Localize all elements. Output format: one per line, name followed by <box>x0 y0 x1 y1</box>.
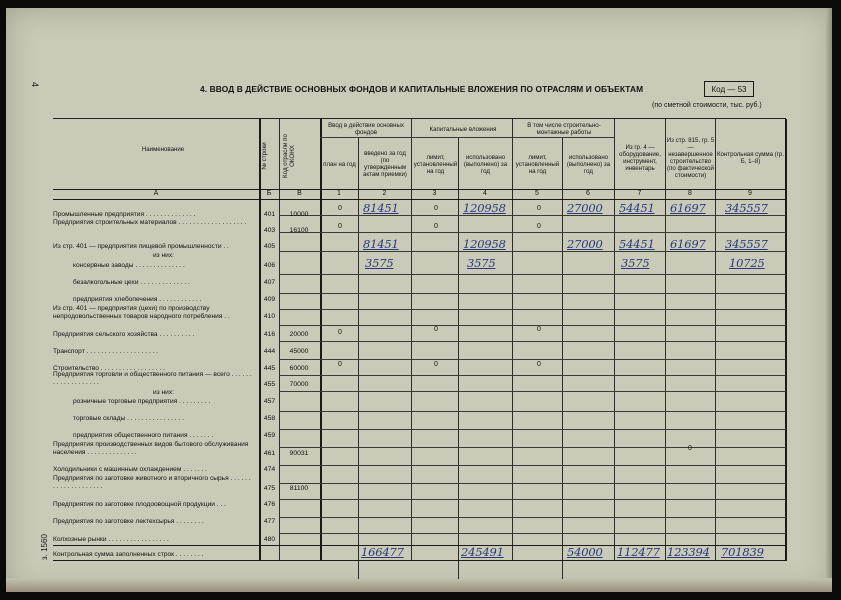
hw-value: 27000 <box>567 201 603 215</box>
colnum-2: 2 <box>382 190 387 197</box>
printed-zero: 0 <box>537 361 541 368</box>
row-line <box>279 517 786 518</box>
header-divider <box>320 137 615 138</box>
colnum-3: 3 <box>432 190 437 197</box>
hw-value: 54451 <box>619 237 655 251</box>
page-edge <box>826 8 832 592</box>
row-label: Предприятия торговли и общественного питания — всего . . . . . . . . . . . . . . . . . . . <box>53 371 252 386</box>
side-code: з. 1560 <box>40 534 49 560</box>
header-used-smr: использовано (выполнено) за год <box>566 153 611 175</box>
header-group-cap: Капитальные вложения <box>429 125 497 133</box>
row-code: 445 <box>263 365 276 372</box>
row-line <box>279 232 786 233</box>
row-label: Из стр. 401 — предприятия (цехи) по производству непродовольственных товаров народного потребления . . <box>53 305 230 320</box>
hw-value: 701839 <box>721 545 764 559</box>
hw-value: 345557 <box>725 201 768 215</box>
hw-value: 3575 <box>365 256 394 270</box>
header-limit-cap: лимит, установленный на год <box>413 153 458 175</box>
hw-value: 345557 <box>725 237 768 251</box>
printed-zero: 0 <box>537 326 541 333</box>
hw-value: 10725 <box>729 256 765 270</box>
col-line <box>259 119 261 561</box>
hw-value: 61697 <box>670 201 706 215</box>
form-code-box: Код — 53 <box>704 81 754 97</box>
hw-value: 120958 <box>463 237 506 251</box>
hw-value: 112477 <box>617 545 660 559</box>
printed-zero: 0 <box>434 223 438 230</box>
okonh-code: 60000 <box>289 365 309 372</box>
row-line <box>279 309 786 310</box>
row-label: Предприятия по заготовке плодоовощной продукции . . . <box>53 501 226 508</box>
header-group-vvod: Ввод в действие основных фондов <box>328 122 404 136</box>
row-code: 444 <box>263 348 276 355</box>
units-note: (по сметной стоимости, тыс. руб.) <box>652 102 762 109</box>
hw-value: 3575 <box>467 256 496 270</box>
header-used-cap: использовано (выполнено) за год <box>463 153 508 175</box>
page-fold <box>6 578 832 592</box>
row-code: 410 <box>263 313 276 320</box>
header-limit-smr: лимит, установленный на год <box>515 153 560 175</box>
row-code: 405 <box>263 243 276 250</box>
row-line <box>279 341 786 342</box>
okonh-code: 20000 <box>289 331 309 338</box>
row-code: 474 <box>263 466 276 473</box>
row-line <box>279 293 786 294</box>
colnum-4: 4 <box>483 190 487 197</box>
hw-value: 3575 <box>621 256 650 270</box>
colnum-7: 7 <box>637 190 642 197</box>
table-bottom-line <box>53 560 786 561</box>
hw-value: 81451 <box>363 237 399 251</box>
printed-zero: 0 <box>338 223 342 230</box>
row-label: предприятия хлебопечения . . . . . . . . . . . . <box>73 296 202 303</box>
row-code: 457 <box>263 398 276 405</box>
colnum-bottom-line <box>53 199 786 200</box>
row-label: консервные заводы . . . . . . . . . . . . . . <box>73 262 185 269</box>
row-code: 475 <box>263 485 276 492</box>
printed-zero: 0 <box>434 361 438 368</box>
okonh-code: 70000 <box>289 381 309 388</box>
hw-value: 81451 <box>363 201 399 215</box>
row-line <box>279 411 786 412</box>
okonh-code: 45000 <box>289 348 309 355</box>
row-label: из них: <box>153 389 174 396</box>
header-control-sum: Контрольная сумма (гр. Б, 1–8) <box>716 151 785 165</box>
colnum-8: 8 <box>688 190 692 197</box>
printed-zero: 0 <box>338 205 342 212</box>
colnum-1: 1 <box>337 190 341 197</box>
row-code: 458 <box>263 415 276 422</box>
row-code: 461 <box>263 450 276 457</box>
row-line <box>279 533 786 534</box>
row-label: торговые склады . . . . . . . . . . . . . . . . <box>73 415 184 422</box>
row-label: из них: <box>153 252 174 259</box>
col-line <box>279 119 280 561</box>
colnum-9: 9 <box>748 190 752 197</box>
hw-value: 54451 <box>619 201 655 215</box>
row-label: предприятия общественного питания . . . . . . . <box>73 432 214 439</box>
row-code: 455 <box>263 381 276 388</box>
hw-value: 27000 <box>567 237 603 251</box>
row-label: Из стр. 401 — предприятия пищевой промышленности . . <box>53 243 229 250</box>
row-label: Транспорт . . . . . . . . . . . . . . . . . . . . <box>53 348 158 355</box>
row-line <box>279 499 786 500</box>
colnum-5: 5 <box>535 190 539 197</box>
printed-zero: 0 <box>434 205 438 212</box>
hw-value: 245491 <box>461 545 504 559</box>
colnum-6: 6 <box>586 190 590 197</box>
form-title: 4. ВВОД В ДЕЙСТВИЕ ОСНОВНЫХ ФОНДОВ И КАПИТАЛЬНЫЕ ВЛОЖЕНИЯ ПО ОТРАСЛЯМ И ОБЪЕКТАМ <box>200 84 644 94</box>
header-plan-year: план на год <box>323 160 356 168</box>
hw-value: 54000 <box>567 545 603 559</box>
row-label: Предприятия строительных материалов . . . . . . . . . . . . . . . . . . . <box>53 219 247 226</box>
col-line <box>785 119 787 561</box>
row-label: Контрольная сумма заполненных строк . . . . . . . . <box>53 551 204 558</box>
col-line <box>458 137 459 579</box>
row-line <box>279 251 786 252</box>
row-code: 401 <box>263 211 276 218</box>
header-okonh: Код отрасли по ОКОНХ <box>282 134 296 178</box>
row-label: Предприятия по заготовке лектехсырья . . . . . . . . <box>53 518 204 525</box>
row-line <box>279 375 786 376</box>
page-number: 4 <box>30 82 40 88</box>
row-line <box>279 359 786 360</box>
row-label: Предприятия сельского хозяйства . . . . . . . . . . <box>53 331 195 338</box>
col-line <box>562 137 563 579</box>
hw-value: 123394 <box>667 545 710 559</box>
row-line <box>279 465 786 466</box>
printed-zero: 0 <box>338 329 342 336</box>
okonh-code: 16100 <box>289 227 309 234</box>
hw-value: 166477 <box>361 545 404 559</box>
printed-zero: 0 <box>434 326 438 333</box>
header-name: Наименование <box>141 145 185 153</box>
row-code: 459 <box>263 432 276 439</box>
colnum-b: Б <box>266 190 272 197</box>
row-line <box>279 429 786 430</box>
row-label: Промышленные предприятия . . . . . . . . . . . . . . <box>53 211 196 218</box>
col-line <box>411 119 412 561</box>
okonh-code: 90031 <box>289 450 309 457</box>
row-code: 409 <box>263 296 276 303</box>
row-line <box>279 391 786 392</box>
header-equipment: Из гр. 4 — оборудование, инструмент, инвентарь <box>619 144 661 172</box>
row-line <box>279 483 786 484</box>
hw-value: 120958 <box>463 201 506 215</box>
row-label: Строительство . . . . . . . . . . . . . . . . . . <box>53 365 165 372</box>
header-row-no: № строки <box>261 142 268 170</box>
row-code: 403 <box>263 227 276 234</box>
okonh-code: 10000 <box>289 211 309 218</box>
printed-zero: 0 <box>688 445 692 452</box>
header-vvedeno: введено за год (по утвержденным актам приемки) <box>363 150 407 178</box>
hw-value: 61697 <box>670 237 706 251</box>
row-line <box>279 274 786 275</box>
row-code: 406 <box>263 262 276 269</box>
row-code: 477 <box>263 518 276 525</box>
printed-zero: 0 <box>537 205 541 212</box>
row-line <box>279 447 786 448</box>
row-label: Колхозные рынки . . . . . . . . . . . . . . . . . <box>53 536 169 543</box>
row-line <box>279 215 786 216</box>
colnum-a: А <box>153 190 159 197</box>
row-code: 476 <box>263 501 276 508</box>
row-label: Предприятия по заготовке животного и вторичного сырья . . . . . . . . . . . . . . . . . . . . <box>53 475 251 490</box>
colnum-v: В <box>297 190 302 197</box>
row-label: безалкогольные цехи . . . . . . . . . . . . . . <box>73 279 190 286</box>
header-unfinished: Из стр. 815, гр. 5 — незавершенное строительство (по фактической стоимости) <box>666 137 715 179</box>
row-label: Холодильники с машинным охлаждением . . . . . . . <box>53 466 208 473</box>
header-group-smr: В том числе строительно-монтажные работы <box>527 122 601 136</box>
row-code: 480 <box>263 536 276 543</box>
row-code: 407 <box>263 279 276 286</box>
row-label: розничные торговые предприятия . . . . . . . . . <box>73 398 211 405</box>
col-line <box>358 137 359 579</box>
row-code: 416 <box>263 331 276 338</box>
okonh-code: 81100 <box>289 485 309 492</box>
printed-zero: 0 <box>338 361 342 368</box>
printed-zero: 0 <box>537 223 541 230</box>
data-table <box>53 118 786 561</box>
row-label: Предприятия производственных видов бытового обслуживания населения . . . . . . . . . . . . . . <box>53 441 249 456</box>
